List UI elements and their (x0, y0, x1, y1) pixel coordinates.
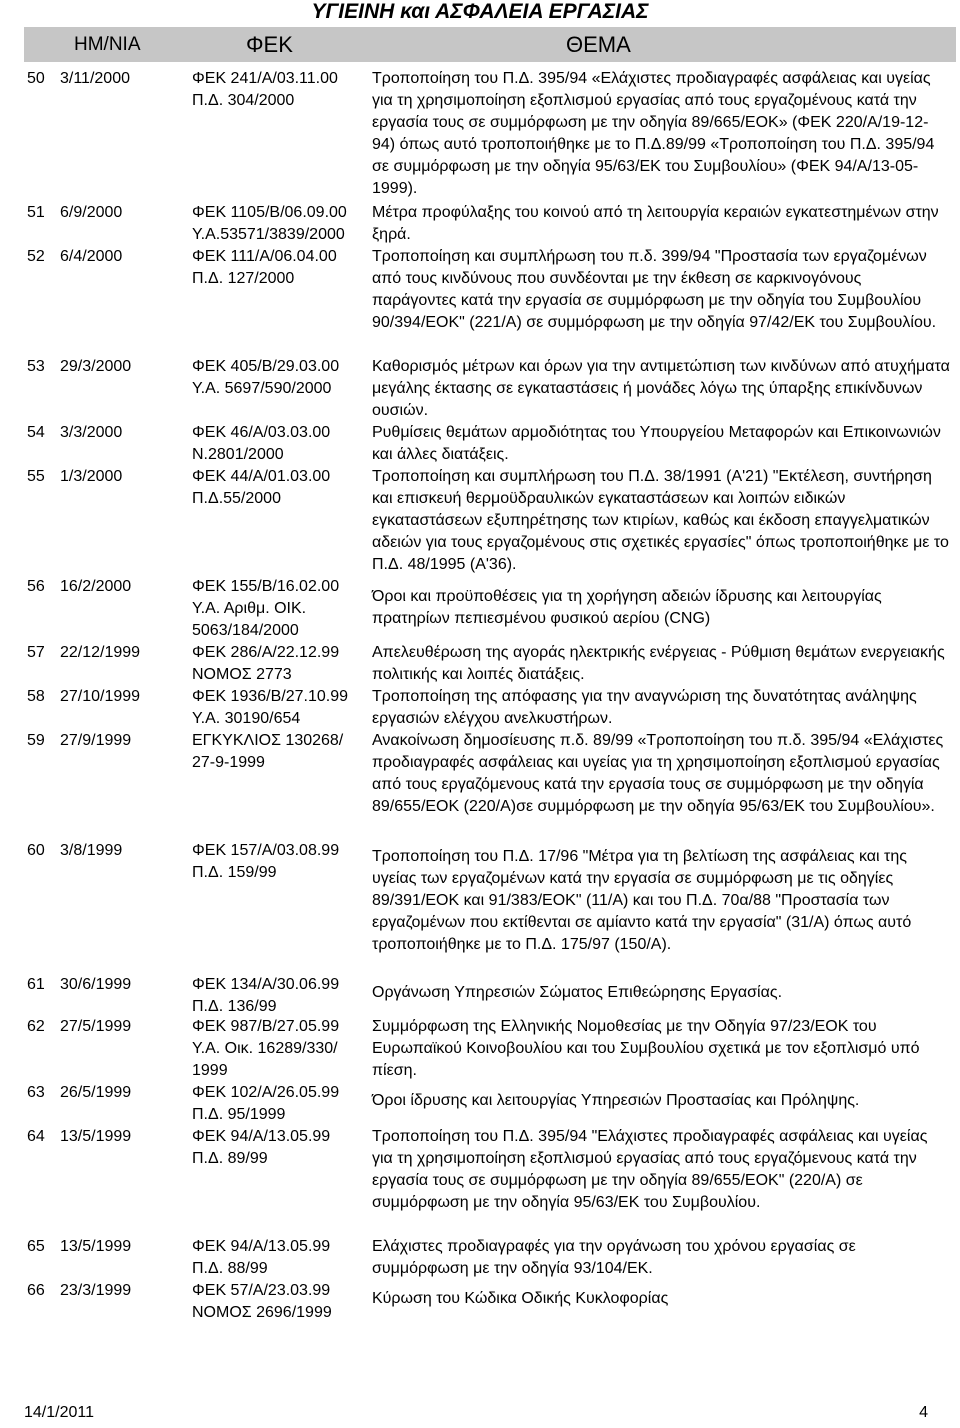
row-date: 23/3/1999 (60, 1282, 132, 1299)
row-topic: Ανακοίνωση δημοσίευσης π.δ. 89/99 «Τροποποίηση του π.δ. 395/94 «Ελάχιστες προδιαγραφές ασφάλειας και υγείας για τη χρησιμοποίηση εξοπλισμού εργασίας από τους εργαζόμενους κατά την εργασία τους σε συμμόρφωση με την οδηγία 89/655/ΕΟΚ (220/Α)σε συμμόρφωση με την οδηγία 95/63/ΕΚ του Συμβουλίου». (372, 732, 944, 815)
document-title: ΥΓΙΕΙΝΗ και ΑΣΦΑΛΕΙΑ ΕΡΓΑΣΙΑΣ (311, 0, 649, 23)
row-number: 63 (27, 1084, 45, 1101)
row-date: 6/9/2000 (60, 204, 123, 221)
row-fek: ΦΕΚ 157/Α/03.08.99 Π.Δ. 159/99 (192, 842, 340, 881)
row-date: 27/10/1999 (60, 688, 141, 705)
row-number: 52 (27, 248, 45, 265)
row-topic: Τροποποίηση του Π.Δ. 17/96 "Μέτρα για τη βελτίωση της ασφάλειας και της υγείας των εργαζομένων κατά την εργασία σε συμμόρφωση με τις οδηγίες 89/391/ΕΟΚ και 91/383/ΕΟΚ" (11/Α) και του Π.Δ. 70α/88 "Προστασία των εργαζομένων που εκτίθενται σε αμίαντο κατά την εργασία" (31/Α) όπως αυτό τροποποιήθηκε με το Π.Δ. 175/97 (150/Α). (372, 848, 912, 953)
header-topic: ΘΕΜΑ (566, 32, 631, 57)
row-fek: ΦΕΚ 46/Α/03.03.00 Ν.2801/2000 (192, 424, 331, 463)
row-number: 60 (27, 842, 45, 859)
row-fek: ΦΕΚ 155/Β/16.02.00 Υ.Α. Αριθμ. ΟΙΚ. 5063/184/2000 (192, 578, 340, 639)
row-topic: Τροποποίηση του Π.Δ. 395/94 "Ελάχιστες προδιαγραφές ασφάλειας και υγείας για τη χρησιμοποίηση εξοπλισμού εργασίας από τους εργαζόμενους κατά την εργασία τους σε συμμόρφωση με την οδηγία 89/655/ΕΟΚ" (220/Α) σε συμμόρφωση με την οδηγία 95/63/ΕΚ του Συμβουλίου. (372, 1128, 928, 1211)
row-topic: Τροποποίηση του Π.Δ. 395/94 «Ελάχιστες προδιαγραφές ασφάλειας και υγείας για τη χρησιμοποίηση εξοπλισμού εργασίας από τους εργαζομένους κατά την εργασία τους σε συμμόρφωση με την οδηγία 89/665/ΕΟΚ» (ΦΕΚ 220/Α/19-12-94) όπως αυτό τροποποιήθηκε με το Π.Δ.89/99 «Τροποποίηση του Π.Δ. 395/94 σε συμμόρφωση με την οδηγία 95/63/ΕΚ του Συμβουλίου» (ΦΕΚ 94/Α/13-05-1999). (372, 70, 935, 197)
row-date: 30/6/1999 (60, 976, 132, 993)
row-fek: ΦΕΚ 1105/Β/06.09.00 Υ.Α.53571/3839/2000 (192, 204, 347, 243)
row-fek: ΦΕΚ 134/Α/30.06.99 Π.Δ. 136/99 (192, 976, 340, 1015)
row-fek: ΦΕΚ 405/Β/29.03.00 Υ.Α. 5697/590/2000 (192, 358, 340, 397)
row-date: 16/2/2000 (60, 578, 132, 595)
header-fek: ΦΕΚ (246, 32, 293, 57)
row-date: 13/5/1999 (60, 1238, 132, 1255)
table-header (24, 27, 956, 62)
row-topic: Καθορισμός μέτρων και όρων για την αντιμετώπιση των κινδύνων από ατυχήματα μεγάλης έκτασης σε εγκαταστάσεις ή μονάδες λόγω της ύπαρξης επικίνδυνων ουσιών. (372, 358, 950, 419)
row-topic: Όροι και προϋποθέσεις για τη χορήγηση αδειών ίδρυσης και λειτουργίας πρατηρίων πεπιεσμένου φυσικού αερίου (CNG) (372, 588, 882, 627)
row-topic: Κύρωση του Κώδικα Οδικής Κυκλοφορίας (372, 1290, 669, 1307)
row-number: 54 (27, 424, 45, 441)
row-date: 3/3/2000 (60, 424, 123, 441)
row-date: 27/9/1999 (60, 732, 132, 749)
row-date: 6/4/2000 (60, 248, 123, 265)
row-topic: Τροποποίηση και συμπλήρωση του Π.Δ. 38/1991 (Α'21) "Εκτέλεση, συντήρηση και επισκευή θερμοϋδραυλικών εγκαταστάσεων και λοιπών ειδικών εγκαταστάσεων εξυπηρέτησης των κτιρίων, καθώς και έκδοση επαγγελματικών αδειών για τους εργαζομένους στις σχετικές εργασίες" όπως τροποποιήθηκε με το Π.Δ. 48/1995 (Α'36). (372, 468, 949, 573)
row-topic: Ελάχιστες προδιαγραφές για την οργάνωση του χρόνου εργασίας σε συμμόρφωση με την οδηγία 93/104/ΕΚ. (372, 1238, 856, 1277)
row-number: 51 (27, 204, 45, 221)
row-number: 61 (27, 976, 45, 993)
row-number: 55 (27, 468, 45, 485)
row-topic: Οργάνωση Υπηρεσιών Σώματος Επιθεώρησης Εργασίας. (372, 984, 783, 1001)
row-number: 53 (27, 358, 45, 375)
row-number: 50 (27, 70, 45, 87)
row-topic: Τροποποίηση και συμπλήρωση του π.δ. 399/94 "Προστασία των εργαζομένων από τους κινδύνους που συνδέονται με την έκθεση σε καρκινογόνους παράγοντες κατά την εργασία σε συμμόρφωση με την οδηγία του Συμβουλίου 90/394/ΕΟΚ" (221/Α) σε συμμόρφωση με την οδηγία 97/42/ΕΚ του Συμβουλίου. (372, 248, 937, 331)
row-fek: ΦΕΚ 94/Α/13.05.99 Π.Δ. 89/99 (192, 1128, 331, 1167)
row-fek: ΕΓΚΥΚΛΙΟΣ 130268/ 27-9-1999 (192, 732, 344, 771)
row-number: 59 (27, 732, 45, 749)
row-fek: ΦΕΚ 1936/Β/27.10.99 Υ.Α. 30190/654 (192, 688, 348, 727)
row-fek: ΦΕΚ 57/Α/23.03.99 ΝΟΜΟΣ 2696/1999 (192, 1282, 332, 1321)
row-date: 13/5/1999 (60, 1128, 132, 1145)
row-date: 29/3/2000 (60, 358, 132, 375)
row-fek: ΦΕΚ 44/Α/01.03.00 Π.Δ.55/2000 (192, 468, 331, 507)
row-number: 62 (27, 1018, 45, 1035)
row-date: 27/5/1999 (60, 1018, 132, 1035)
row-number: 57 (27, 644, 45, 661)
row-date: 3/8/1999 (60, 842, 123, 859)
row-date: 22/12/1999 (60, 644, 141, 661)
row-topic: Απελευθέρωση της αγοράς ηλεκτρικής ενέργειας - Ρύθμιση θεμάτων ενεργειακής πολιτικής και λοιπές διατάξεις. (372, 644, 945, 683)
row-topic: Όροι ίδρυσης και λειτουργίας Υπηρεσιών Προστασίας και Πρόληψης. (372, 1092, 860, 1109)
row-number: 58 (27, 688, 45, 705)
row-number: 66 (27, 1282, 45, 1299)
row-topic: Συμμόρφωση της Ελληνικής Νομοθεσίας με την Οδηγία 97/23/ΕΟΚ του Ευρωπαϊκού Κοινοβουλίου και του Συμβουλίου σχετικά με τον εξοπλισμό υπό πίεση. (372, 1018, 920, 1079)
header-date: ΗΜ/ΝΙΑ (74, 34, 141, 55)
footer-date: 14/1/2011 (24, 1404, 94, 1421)
row-fek: ΦΕΚ 987/Β/27.05.99 Υ.Α. Οικ. 16289/330/ 1999 (192, 1018, 340, 1079)
row-fek: ΦΕΚ 286/Α/22.12.99 ΝΟΜΟΣ 2773 (192, 644, 340, 683)
row-number: 64 (27, 1128, 45, 1145)
row-fek: ΦΕΚ 94/Α/13.05.99 Π.Δ. 88/99 (192, 1238, 331, 1277)
row-fek: ΦΕΚ 241/Α/03.11.00 Π.Δ. 304/2000 (192, 70, 338, 109)
row-fek: ΦΕΚ 111/Α/06.04.00 Π.Δ. 127/2000 (192, 248, 337, 287)
row-number: 65 (27, 1238, 45, 1255)
row-date: 3/11/2000 (60, 70, 130, 87)
row-date: 1/3/2000 (60, 468, 123, 485)
page-number: 4 (919, 1404, 928, 1421)
row-fek: ΦΕΚ 102/Α/26.05.99 Π.Δ. 95/1999 (192, 1084, 340, 1123)
row-topic: Τροποποίηση της απόφασης για την αναγνώριση της δυνατότητας ανάληψης εργασιών ελέγχου ανελκυστήρων. (372, 688, 917, 727)
row-topic: Ρυθμίσεις θεμάτων αρμοδιότητας του Υπουργείου Μεταφορών και Επικοινωνιών και άλλες διατάξεις. (372, 424, 941, 463)
row-date: 26/5/1999 (60, 1084, 132, 1101)
row-number: 56 (27, 578, 45, 595)
row-topic: Μέτρα προφύλαξης του κοινού από τη λειτουργία κεραιών εγκατεστημένων στην ξηρά. (372, 204, 939, 243)
